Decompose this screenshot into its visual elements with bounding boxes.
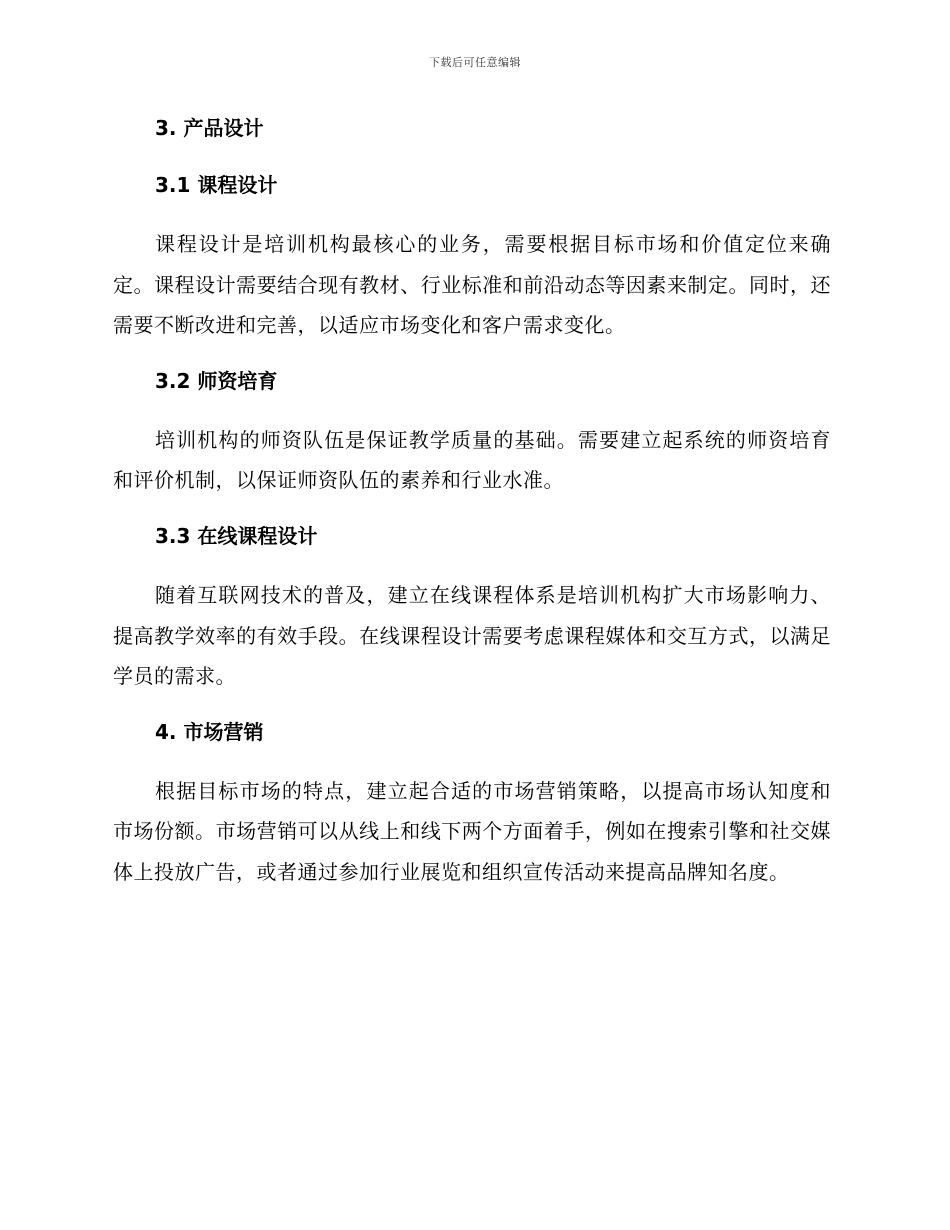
section-heading-3-2: 3.2 师资培育 xyxy=(155,368,278,393)
section-heading-3-3: 3.3 在线课程设计 xyxy=(155,523,318,548)
section-heading-3: 3. 产品设计 xyxy=(155,116,264,140)
section-heading-3-1: 3.1 课程设计 xyxy=(155,173,278,197)
paragraph-3-2: 培训机构的师资队伍是保证教学质量的基础。需要建立起系统的师资培育和评价机制，以保证师资队伍的素养和行业水准。 xyxy=(113,427,831,493)
section-heading-4: 4. 市场营销 xyxy=(155,719,264,744)
page-header-note: 下载后可任意编辑 xyxy=(429,56,521,69)
paragraph-3-3: 随着互联网技术的普及，建立在线课程体系是培训机构扩大市场影响力、提高教学效率的有效手段。在线课程设计需要考虑课程媒体和交互方式，以满足学员的需求。 xyxy=(113,582,831,689)
document-body xyxy=(113,112,831,893)
paragraph-4: 根据目标市场的特点，建立起合适的市场营销策略，以提高市场认知度和市场份额。市场营销可以从线上和线下两个方面着手，例如在搜索引擎和社交媒体上投放广告，或者通过参加行业展览和组织宣传活动来提高品牌知名度。 xyxy=(113,778,831,884)
paragraph-3-1: 课程设计是培训机构最核心的业务，需要根据目标市场和价值定位来确定。课程设计需要结合现有教材、行业标准和前沿动态等因素来制定。同时，还需要不断改进和完善，以适应市场变化和客户需求变化。 xyxy=(113,232,831,338)
